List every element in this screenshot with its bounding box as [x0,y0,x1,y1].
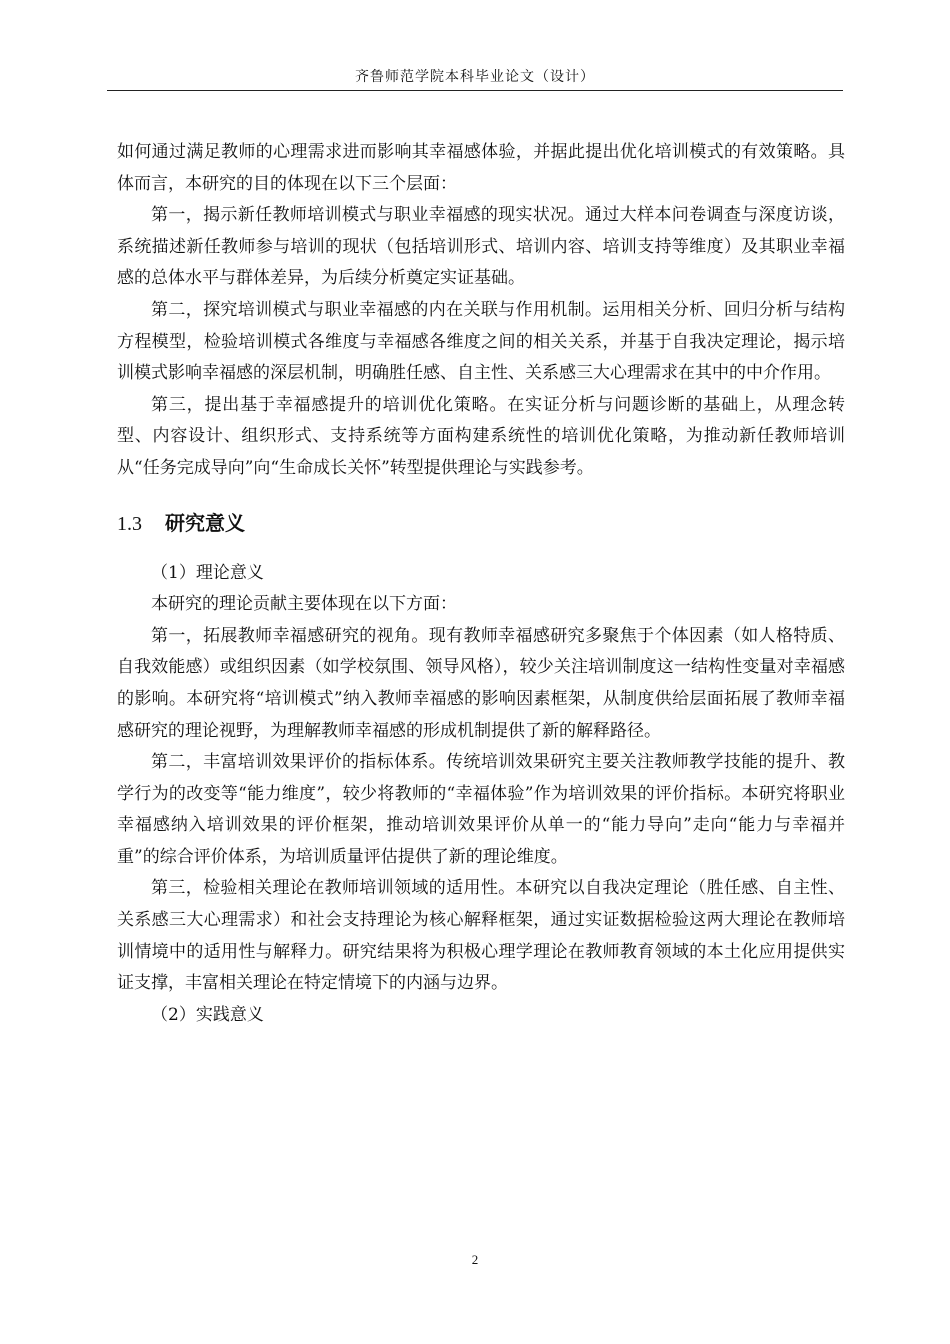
page-header: 齐鲁师范学院本科毕业论文（设计） [355,69,595,85]
paragraph-goal-1: 第一，揭示新任教师培训模式与职业幸福感的现实状况。通过大样本问卷调查与深度访谈，系统描述新任教师参与培训的现状（包括培训形式、培训内容、培训支持等维度）及其职业幸福感的总体水平与群体差异，为后续分析奠定实证基础。 [117,205,845,289]
section-number: 1.3 [117,512,142,535]
paragraph-continuation: 如何通过满足教师的心理需求进而影响其幸福感体验，并据此提出优化培训模式的有效策略。具体而言，本研究的目的体现在以下三个层面： [117,142,845,194]
subheading-theory: （1）理论意义 [151,562,264,583]
section-heading [117,507,845,540]
header-divider [107,90,843,91]
paragraph-goal-3: 第三，提出基于幸福感提升的培训优化策略。在实证分析与问题诊断的基础上，从理念转型、内容设计、组织形式、支持系统等方面构建系统性的培训优化策略，为推动新任教师培训从“任务完成导向”向“生命成长关怀”转型提供理论与实践参考。 [117,394,845,478]
subheading-practice: （2）实践意义 [151,1004,264,1025]
paragraph-theory-2: 第二，丰富培训效果评价的指标体系。传统培训效果研究主要关注教师教学技能的提升、教学行为的改变等“能力维度”，较少将教师的“幸福体验”作为培训效果的评价指标。本研究将职业幸福感纳入培训效果的评价框架，推动培训效果评价从单一的“能力导向”走向“能力与幸福并重”的综合评价体系，为培训质量评估提供了新的理论维度。 [117,752,845,867]
section-title: 研究意义 [165,510,245,535]
main-content [117,137,845,1031]
paragraph-theory-intro: 本研究的理论贡献主要体现在以下方面： [151,594,457,615]
paragraph-theory-3: 第三，检验相关理论在教师培训领域的适用性。本研究以自我决定理论（胜任感、自主性、关系感三大心理需求）和社会支持理论为核心解释框架，通过实证数据检验这两大理论在教师培训情境中的适用性与解释力。研究结果将为积极心理学理论在教师教育领域的本土化应用提供实证支撑，丰富相关理论在特定情境下的内涵与边界。 [117,878,845,994]
paragraph-goal-2: 第二，探究培训模式与职业幸福感的内在关联与作用机制。运用相关分析、回归分析与结构方程模型，检验培训模式各维度与幸福感各维度之间的相关关系，并基于自我决定理论，揭示培训模式影响幸福感的深层机制，明确胜任感、自主性、关系感三大心理需求在其中的中介作用。 [117,299,845,384]
page-number: 2 [471,1252,479,1267]
paragraph-theory-1: 第一，拓展教师幸福感研究的视角。现有教师幸福感研究多聚焦于个体因素（如人格特质、自我效能感）或组织因素（如学校氛围、领导风格），较少关注培训制度这一结构性变量对幸福感的影响。本研究将“培训模式”纳入教师幸福感的影响因素框架，从制度供给层面拓展了教师幸福感研究的理论视野，为理解教师幸福感的形成机制提供了新的解释路径。 [117,625,845,741]
